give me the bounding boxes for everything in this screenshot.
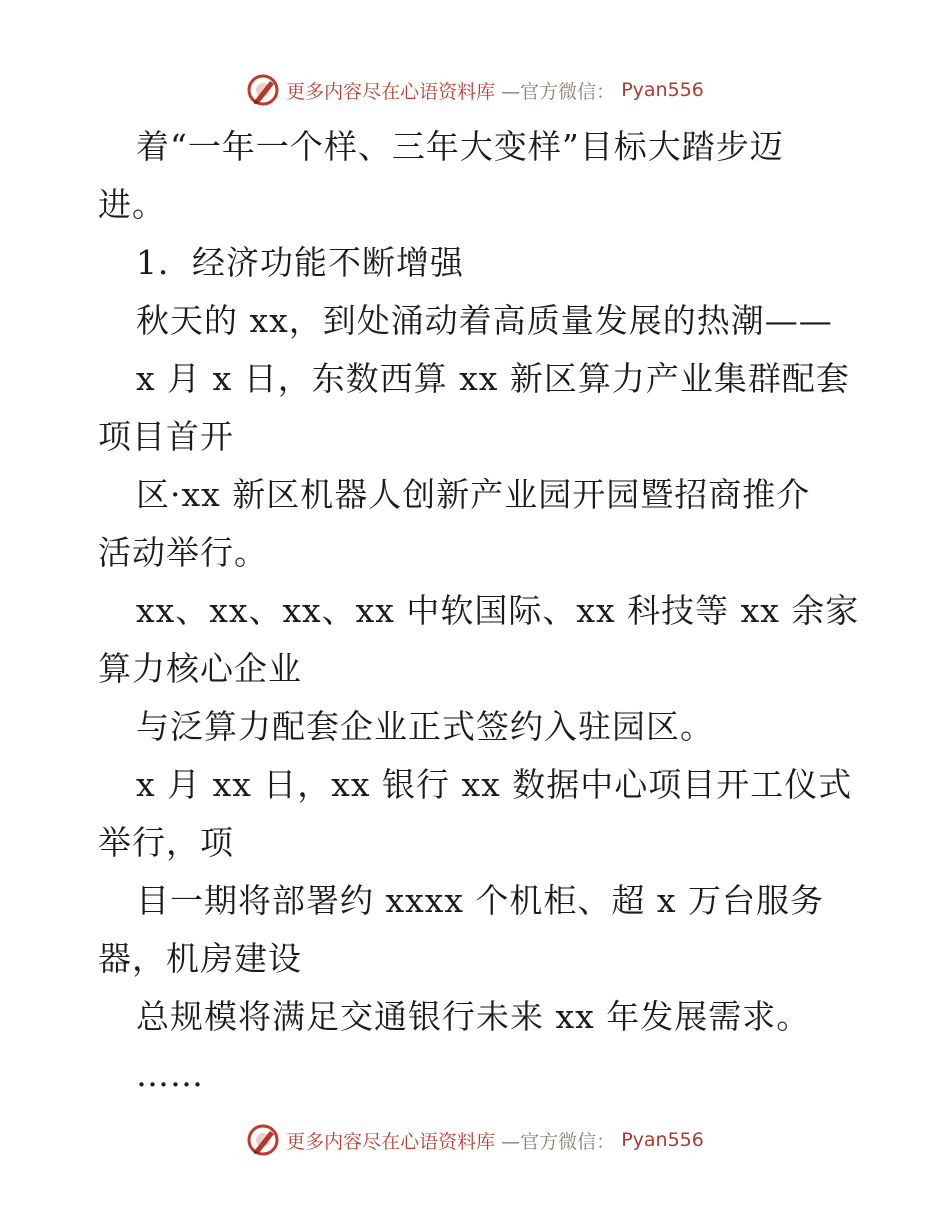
- watermark-wechat-label: —官方微信：: [501, 80, 616, 103]
- text-line: 区·xx 新区机器人创新产业园开园暨招商推介: [136, 475, 811, 514]
- text-line: 举行，项: [98, 823, 234, 862]
- watermark-wechat-label: —官方微信：: [501, 1130, 616, 1153]
- section-heading: 1．经济功能不断增强: [136, 243, 464, 282]
- watermark-site-text: 更多内容尽在心语资料库: [286, 80, 496, 103]
- text-line: 总规模将满足交通银行未来 xx 年发展需求。: [136, 997, 811, 1036]
- header-watermark: [0, 70, 950, 110]
- text-line: 着“一年一个样、三年大变样”目标大踏步迈: [136, 127, 784, 166]
- ellipsis-line: ……: [136, 1055, 204, 1094]
- footer-watermark: [0, 1120, 950, 1160]
- document-body: [98, 118, 858, 1104]
- text-line: xx、xx、xx、xx 中软国际、xx 科技等 xx 余家: [136, 591, 860, 630]
- text-line: 算力核心企业: [98, 649, 302, 688]
- pen-logo-icon: [246, 73, 280, 107]
- text-line: 活动举行。: [98, 533, 268, 572]
- text-line: x 月 x 日，东数西算 xx 新区算力产业集群配套: [136, 359, 850, 398]
- pen-logo-icon: [246, 1123, 280, 1157]
- text-line: 秋天的 xx，到处涌动着高质量发展的热潮——: [136, 301, 833, 340]
- text-line: 项目首开: [98, 417, 234, 456]
- watermark-site-text: 更多内容尽在心语资料库: [286, 1130, 496, 1153]
- text-line: x 月 xx 日，xx 银行 xx 数据中心项目开工仪式: [136, 765, 853, 804]
- text-line: 进。: [98, 185, 166, 224]
- text-line: 器，机房建设: [98, 939, 302, 978]
- watermark-wechat-id: Pyan556: [621, 1129, 704, 1151]
- text-line: 与泛算力配套企业正式签约入驻园区。: [136, 707, 714, 746]
- watermark-wechat-id: Pyan556: [621, 79, 704, 101]
- text-line: 目一期将部署约 xxxx 个机柜、超 x 万台服务: [136, 881, 825, 920]
